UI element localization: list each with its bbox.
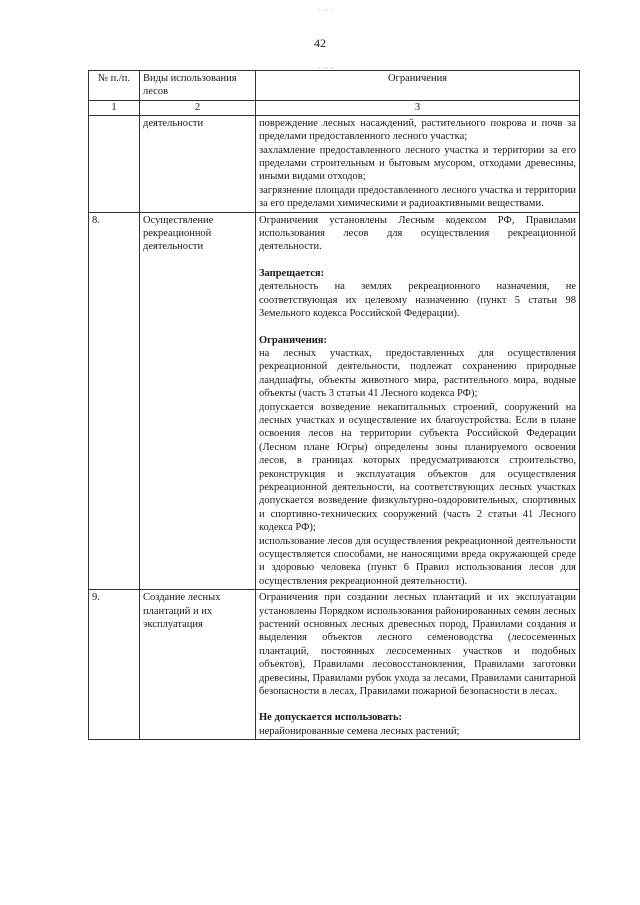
- page-number: 42: [314, 36, 326, 50]
- header-forest-use-type: Виды использования лесов: [140, 71, 256, 101]
- not-allowed-text: нерайонированные семена лесных растений;: [259, 725, 460, 737]
- restriction-item: на лесных участках, предоставленных для осуществления рекреационной деятельности, подлежат сохранению природные ландшафты, объекты животного мира, растительного мира, водные объекты (часть 3 статьи 41 Лесного кодекса РФ);: [259, 347, 576, 400]
- not-allowed-heading: Не допускается использовать:: [259, 712, 403, 724]
- scan-specks: · ·· ··: [318, 64, 336, 73]
- row-number-cell: 9.: [89, 590, 140, 740]
- restriction-intro: Ограничения при создании лесных плантаций и их эксплуатации установлены Порядком использования районированных семян лесных растений основных лесных древесных пород, Правилами создания и выделения объектов лесного семеноводства (лесосеменных плантаций, постоянных лесосеменных участков и подобных объектов), Правилами лесовосстановления, Правилами заготовки древесины, Правилами рубок ухода за лесами, Правилами санитарной безопасности в лесах, Правилами пожарной безопасности в лесах.: [259, 592, 576, 698]
- restriction-intro: Ограничения установлены Лесным кодексом РФ, Правилами использования лесов для осуществления рекреационной деятельности.: [259, 214, 576, 253]
- restriction-item: использование лесов для осуществления рекреационной деятельности осуществляется способами, не наносящими вреда окружающей среде и здоровью человека (пункт 6 Правил использования лесов для осуществления рекреационной деятельности).: [259, 535, 576, 587]
- use-type-cell: деятельности: [140, 115, 256, 212]
- header-restrictions: Ограничения: [256, 71, 580, 101]
- table-row-8: [89, 212, 580, 590]
- table-header-row: [89, 71, 580, 101]
- forbidden-heading: Запрещается:: [259, 267, 325, 279]
- row-number-cell: [89, 115, 140, 212]
- restrictions-cell: [256, 212, 580, 590]
- column-number-row: [89, 100, 580, 115]
- scan-specks: · ·· ·: [318, 6, 333, 15]
- use-type-cell: Осуществление рекреационной деятельности: [140, 212, 256, 590]
- use-type-cell: Создание лесных плантаций и их эксплуатация: [140, 590, 256, 740]
- forbidden-text: деятельность на землях рекреационного назначения, не соответствующая их целевому назначению (пункт 5 статьи 98 Земельного кодекса Российской Федерации).: [259, 281, 576, 320]
- restriction-item: допускается возведение некапитальных строений, сооружений на лесных участках и осуществление их благоустройства. Если в плане освоения лесов на территории субъекта Российской Федерации (Лесном плане Югры) определены зоны планируемого освоения лесов, в границах которых предусматриваются строительство, реконструкция и эксплуатация объектов для осуществления рекреационной деятельности, на соответствующих лесных участках допускается возведение физкультурно-оздоровительных, спортивных и спортивно-технических сооружений (часть 2 статьи 41 Лесного кодекса РФ);: [259, 401, 576, 534]
- restriction-item: повреждение лесных насаждений, растительного покрова и почв за пределами предоставленного лесного участка;: [259, 117, 576, 143]
- column-number: 3: [256, 100, 580, 115]
- header-number: № п./п.: [89, 71, 140, 101]
- column-number: 2: [140, 100, 256, 115]
- table-row-9: [89, 590, 580, 740]
- restriction-item: загрязнение площади предоставленного лесного участка и территории за его пределами химическими и радиоактивными веществами.: [259, 184, 576, 210]
- restriction-item: захламление предоставленного лесного участка и территории за его пределами строительным и бытовым мусором, отходами древесины, иными видами отходов;: [259, 144, 576, 183]
- table-row-continued: [89, 115, 580, 212]
- restrictions-cell: [256, 115, 580, 212]
- restrictions-cell: [256, 590, 580, 740]
- column-number: 1: [89, 100, 140, 115]
- restrictions-heading: Ограничения:: [259, 334, 327, 346]
- restrictions-table: [88, 70, 580, 740]
- row-number-cell: 8.: [89, 212, 140, 590]
